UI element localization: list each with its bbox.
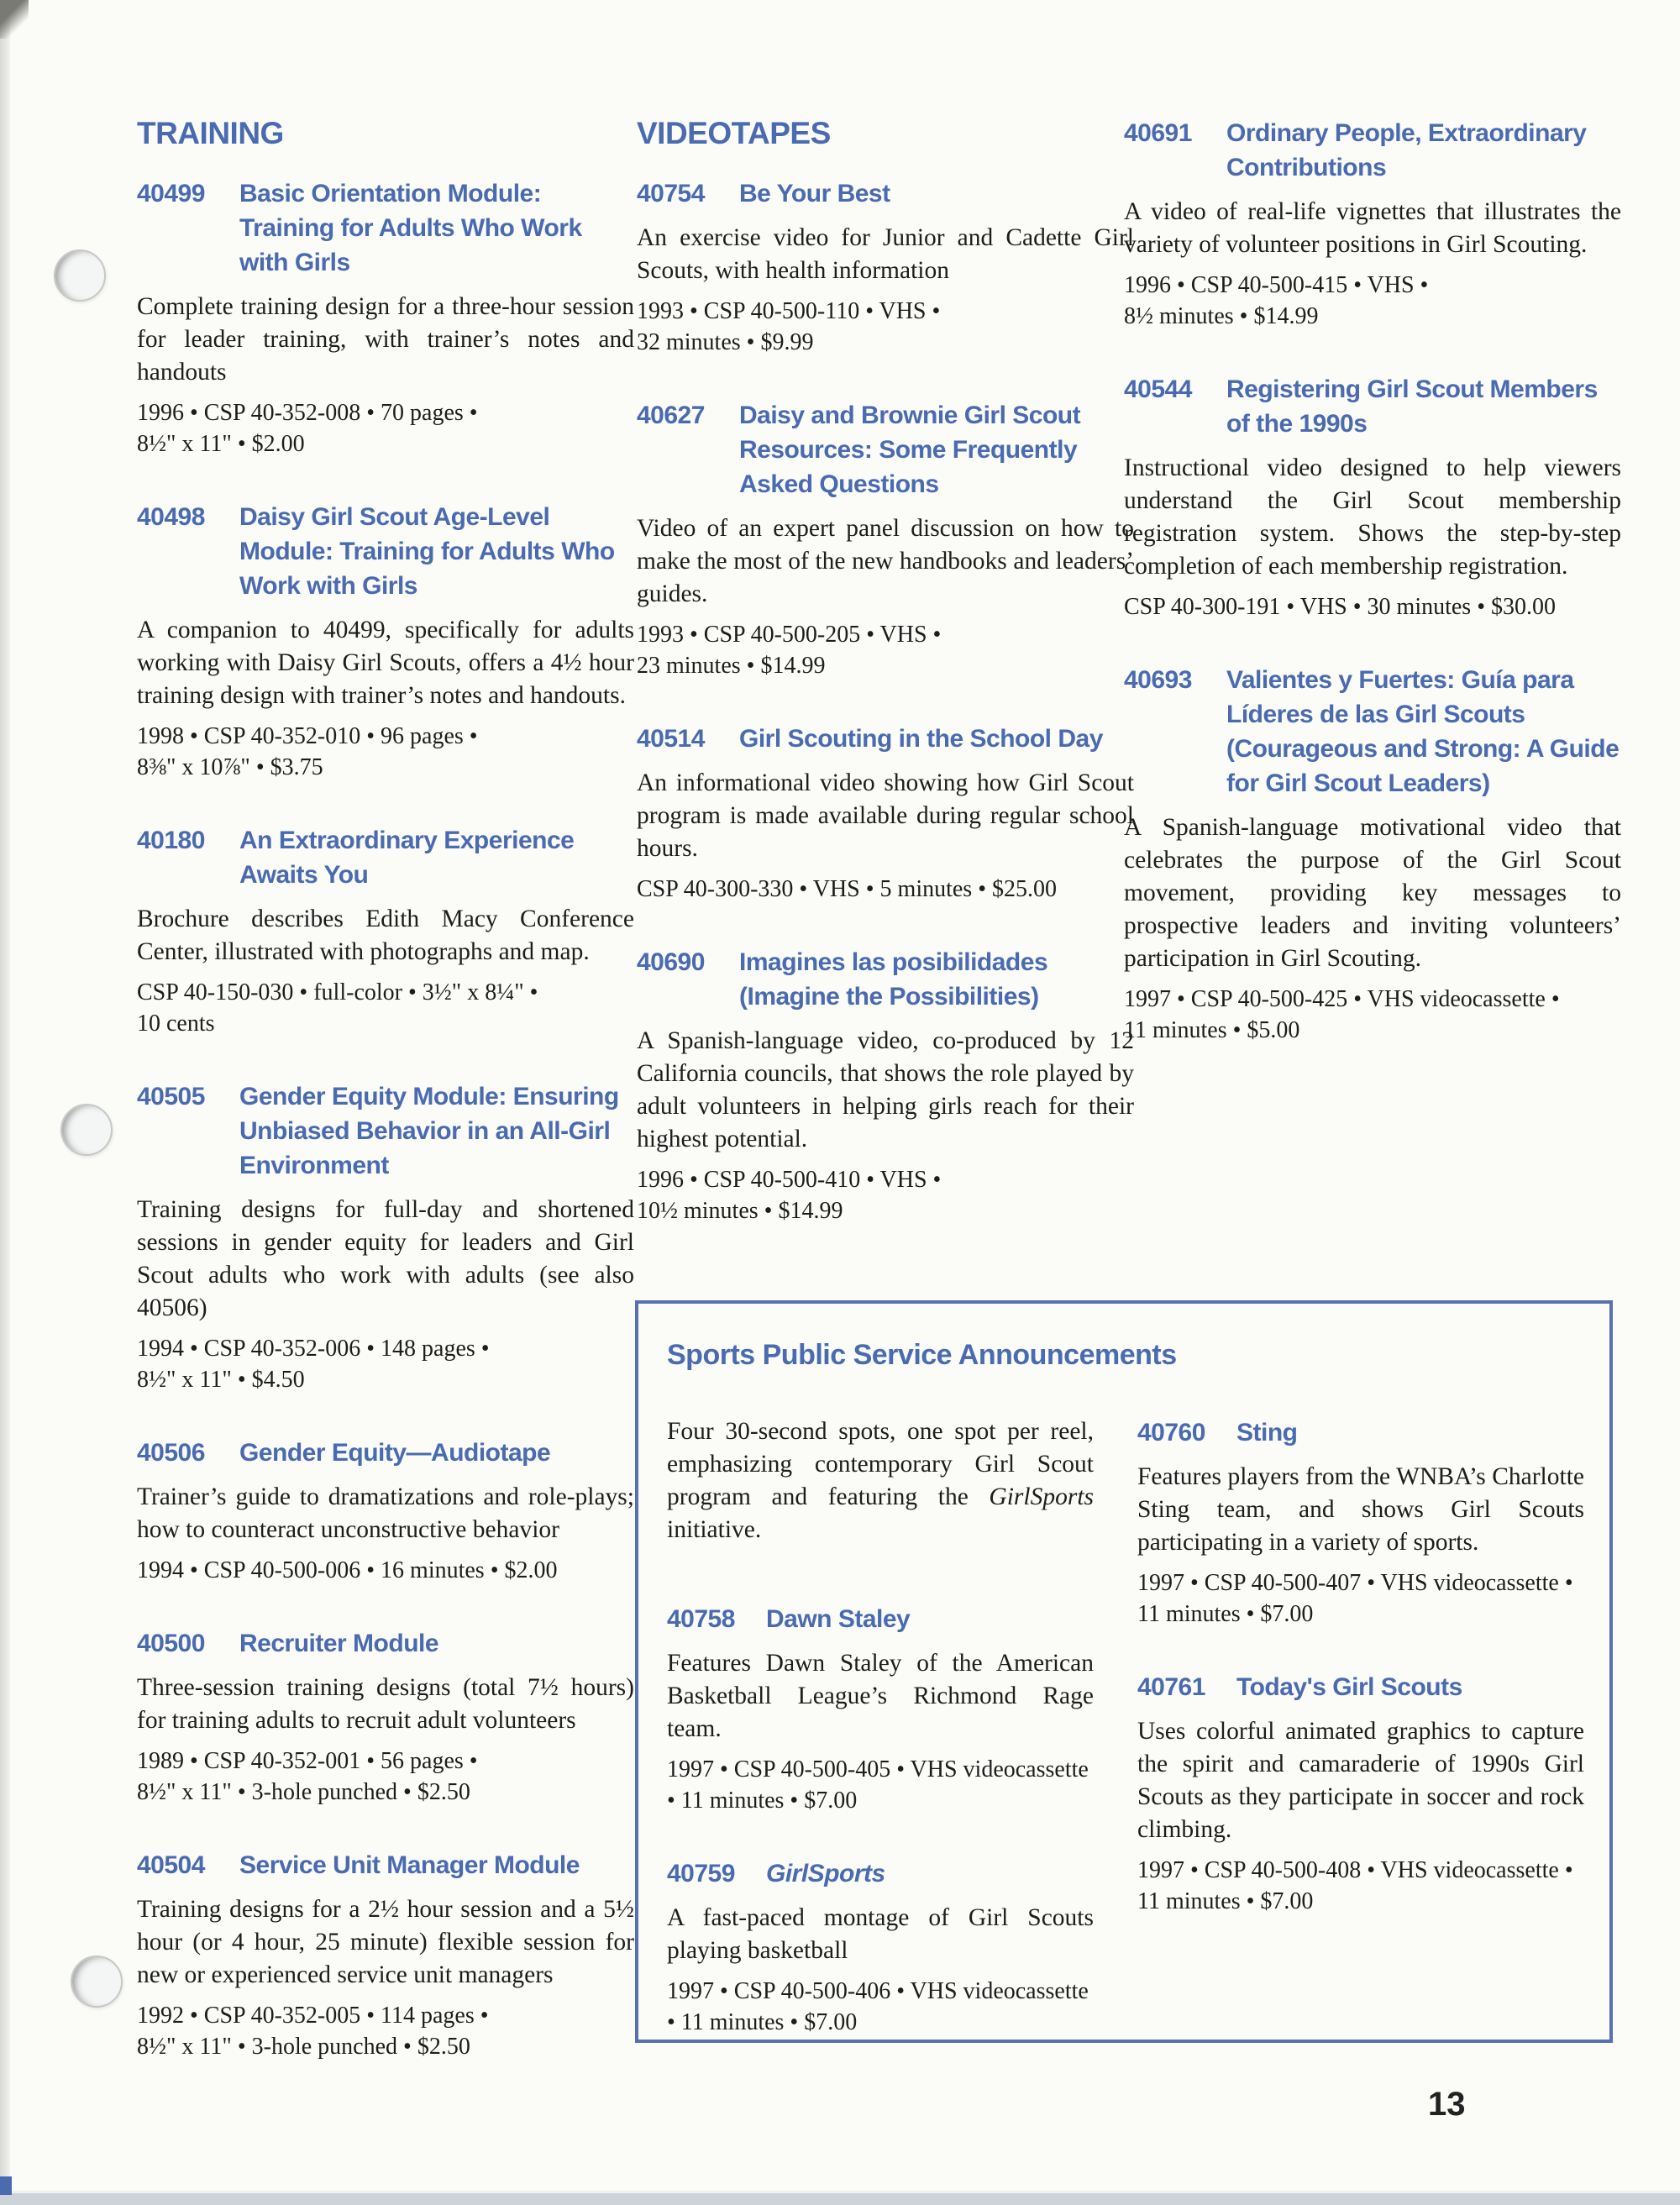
item-number: 40514 xyxy=(637,725,705,753)
item-description: An exercise video for Junior and Cadette Girl Scouts, with health information xyxy=(637,224,1134,284)
column-right xyxy=(1124,116,1621,1086)
item-title: Be Your Best xyxy=(739,180,890,207)
catalog-item-40760 xyxy=(1137,1415,1584,1630)
item-number: 40754 xyxy=(637,180,705,207)
item-spec-line: 1992 • CSP 40-352-005 • 114 pages • xyxy=(137,2003,489,2029)
item-specs xyxy=(1137,1855,1584,1917)
item-spec-line: CSP 40-150-030 • full-color • 3½" x 8¼" • xyxy=(137,979,538,1005)
item-specs xyxy=(1137,1567,1584,1630)
item-description: Training designs for a 2½ hour session and a 5½ hour (or 4 hour, 25 minute) flexible session for new or experienced service unit managers xyxy=(137,1896,634,1988)
item-title: Daisy Girl Scout Age-Level Module: Training for Adults Who Work with Girls xyxy=(239,503,615,600)
item-specs xyxy=(667,1976,1094,2038)
item-number: 40504 xyxy=(137,1851,205,1879)
item-spec-line: 1994 • CSP 40-352-006 • 148 pages • xyxy=(137,1336,490,1362)
item-description: Features Dawn Staley of the American Basketball League’s Richmond Rage team. xyxy=(667,1650,1094,1742)
item-spec-line: 1994 • CSP 40-500-006 • 16 minutes • $2.00 xyxy=(137,1557,558,1583)
item-specs xyxy=(637,1164,1134,1226)
binder-hole xyxy=(71,1956,123,2008)
item-specs xyxy=(137,2000,634,2062)
column-videotapes xyxy=(637,116,1134,1267)
item-title: Girl Scouting in the School Day xyxy=(739,725,1103,753)
item-specs xyxy=(1124,270,1621,332)
page-number: 13 xyxy=(1428,2086,1466,2123)
item-number: 40500 xyxy=(137,1630,205,1657)
item-title: Basic Orientation Module: Training for Adults Who Work with Girls xyxy=(239,180,582,276)
catalog-item-40759 xyxy=(667,1856,1094,2038)
item-title: Gender Equity—Audiotape xyxy=(239,1439,551,1467)
item-specs xyxy=(667,1754,1094,1816)
item-spec-line: 1997 • CSP 40-500-425 • VHS videocassette • xyxy=(1124,986,1560,1012)
sports-box-right-column xyxy=(1137,1415,1584,2078)
catalog-item-40499 xyxy=(137,176,634,459)
item-specs xyxy=(137,1555,634,1586)
catalog-item-40514 xyxy=(637,722,1134,905)
item-spec-line: 1997 • CSP 40-500-408 • VHS videocassette • xyxy=(1137,1857,1573,1883)
item-specs xyxy=(1124,591,1621,622)
binder-hole xyxy=(54,249,106,302)
item-spec-line: 10 cents xyxy=(137,1011,215,1037)
catalog-item-40691 xyxy=(1124,116,1621,332)
item-spec-line: 1993 • CSP 40-500-205 • VHS • xyxy=(637,622,942,648)
item-spec-line: 1993 • CSP 40-500-110 • VHS • xyxy=(637,298,941,324)
item-number: 40690 xyxy=(637,948,705,976)
item-number: 40761 xyxy=(1137,1673,1205,1701)
item-title: An Extraordinary Experience Awaits You xyxy=(239,827,575,889)
catalog-item-40758 xyxy=(667,1602,1094,1816)
item-specs xyxy=(137,977,634,1039)
catalog-item-40693 xyxy=(1124,663,1621,1046)
item-title: Gender Equity Module: Ensuring Unbiased Behavior in an All-Girl Environment xyxy=(239,1083,619,1179)
bottom-edge-strip xyxy=(0,2193,1680,2205)
item-title: Sting xyxy=(1236,1419,1298,1446)
sports-box-left-column xyxy=(667,1415,1094,2078)
item-spec-line: 10½ minutes • $14.99 xyxy=(637,1198,843,1224)
item-spec-line: 1996 • CSP 40-352-008 • 70 pages • xyxy=(137,400,478,426)
sports-psa-box xyxy=(635,1300,1613,2043)
item-title: Imagines las posibilidades (Imagine the Possibilities) xyxy=(739,948,1048,1011)
catalog-item-40544 xyxy=(1124,372,1621,622)
item-title: Daisy and Brownie Girl Scout Resources: Some Frequently Asked Questions xyxy=(739,402,1081,498)
section-heading-training: TRAINING xyxy=(137,116,284,150)
item-spec-line: CSP 40-300-330 • VHS • 5 minutes • $25.00 xyxy=(637,876,1058,902)
item-number: 40499 xyxy=(137,180,205,207)
item-specs xyxy=(137,1333,634,1395)
item-number: 40544 xyxy=(1124,375,1192,403)
item-number: 40759 xyxy=(667,1860,735,1887)
item-specs xyxy=(137,397,634,459)
catalog-item-40754 xyxy=(637,176,1134,358)
item-description: Brochure describes Edith Macy Conference Center, illustrated with photographs and map. xyxy=(137,906,634,965)
catalog-item-40761 xyxy=(1137,1670,1584,1917)
sports-box-heading: Sports Public Service Announcements xyxy=(667,1339,1177,1371)
girlsports-italic: GirlSports xyxy=(989,1483,1094,1510)
item-spec-line: 11 minutes • $7.00 xyxy=(1137,1888,1314,1914)
catalog-item-40506 xyxy=(137,1436,634,1586)
catalog-item-40690 xyxy=(637,945,1134,1226)
item-description: A Spanish-language video, co-produced by 12 California councils, that shows the role played by adult volunteers in helping girls reach for their highest potential. xyxy=(637,1027,1134,1152)
item-title: Registering Girl Scout Members of the 1990s xyxy=(1226,375,1598,438)
item-spec-line: 1997 • CSP 40-500-406 • VHS videocassette xyxy=(667,1978,1089,2004)
item-number: 40691 xyxy=(1124,119,1192,147)
bottom-blue-mark xyxy=(0,2176,12,2195)
item-specs xyxy=(637,619,1134,681)
item-description: Trainer’s guide to dramatizations and role-plays; how to counteract unconstructive behavior xyxy=(137,1483,634,1543)
item-specs xyxy=(1124,984,1621,1046)
sports-box-intro: Four 30-second spots, one spot per reel, emphasizing contemporary Girl Scout program and featuring the GirlSports initiative. xyxy=(667,1418,1094,1543)
item-number: 40760 xyxy=(1137,1419,1205,1446)
catalog-item-40498 xyxy=(137,500,634,783)
column-training xyxy=(137,116,634,2103)
catalog-item-40180 xyxy=(137,823,634,1039)
item-specs xyxy=(137,721,634,783)
catalog-item-40500 xyxy=(137,1626,634,1808)
item-spec-line: 32 minutes • $9.99 xyxy=(637,329,814,355)
item-spec-line: 1998 • CSP 40-352-010 • 96 pages • xyxy=(137,723,478,749)
item-specs xyxy=(137,1746,634,1808)
item-spec-line: 1997 • CSP 40-500-405 • VHS videocassette xyxy=(667,1756,1089,1782)
item-title: GirlSports xyxy=(766,1860,885,1887)
item-spec-line: 23 minutes • $14.99 xyxy=(637,653,826,679)
item-number: 40627 xyxy=(637,402,705,429)
item-spec-line: 1996 • CSP 40-500-410 • VHS • xyxy=(637,1167,942,1193)
item-spec-line: 8⅜" x 10⅞" • $3.75 xyxy=(137,754,323,780)
item-spec-line: • 11 minutes • $7.00 xyxy=(667,2009,858,2035)
item-number: 40180 xyxy=(137,827,205,854)
item-spec-line: 8½ minutes • $14.99 xyxy=(1124,303,1319,329)
item-description: Training designs for full-day and shortened sessions in gender equity for leaders and Girl Scout adults who work with adults (see also 40506) xyxy=(137,1196,634,1321)
item-description: A video of real-life vignettes that illustrates the variety of volunteer positions in Girl Scouting. xyxy=(1124,198,1621,258)
item-number: 40506 xyxy=(137,1439,205,1467)
item-title: Service Unit Manager Module xyxy=(239,1851,580,1879)
item-description: A Spanish-language motivational video that celebrates the purpose of the Girl Scout movement, providing key messages to prospective leaders and inviting volunteers’ participation in Girl Scouting. xyxy=(1124,814,1621,972)
item-number: 40758 xyxy=(667,1605,735,1633)
item-spec-line: 8½" x 11" • $2.00 xyxy=(137,431,305,457)
item-spec-line: 11 minutes • $5.00 xyxy=(1124,1017,1300,1043)
item-description: A fast-paced montage of Girl Scouts playing basketball xyxy=(667,1904,1094,1964)
item-description: A companion to 40499, specifically for adults working with Daisy Girl Scouts, offers a 4½ hour training design with trainer’s notes and handouts. xyxy=(137,617,634,709)
item-description: Instructional video designed to help viewers understand the Girl Scout membership registration system. Shows the step-by-step completion of each membership registration. xyxy=(1124,454,1621,580)
item-spec-line: 1989 • CSP 40-352-001 • 56 pages • xyxy=(137,1748,478,1774)
item-title: Ordinary People, Extraordinary Contributions xyxy=(1226,119,1587,181)
item-title: Recruiter Module xyxy=(239,1630,439,1657)
item-description: Video of an expert panel discussion on how to make the most of the new handbooks and leaders’ guides. xyxy=(637,515,1134,607)
item-number: 40505 xyxy=(137,1083,205,1110)
item-description: Complete training design for a three-hour session for leader training, with trainer’s notes and handouts xyxy=(137,293,634,386)
item-spec-line: 11 minutes • $7.00 xyxy=(1137,1601,1314,1627)
item-number: 40498 xyxy=(137,503,205,531)
catalog-item-40505 xyxy=(137,1079,634,1395)
item-specs xyxy=(637,874,1134,905)
item-spec-line: 8½" x 11" • $4.50 xyxy=(137,1367,305,1393)
item-spec-line: 8½" x 11" • 3-hole punched • $2.50 xyxy=(137,1779,470,1805)
item-description: An informational video showing how Girl Scout program is made available during regular school hours. xyxy=(637,769,1134,862)
item-spec-line: 8½" x 11" • 3-hole punched • $2.50 xyxy=(137,2034,470,2060)
catalog-item-40627 xyxy=(637,398,1134,681)
item-number: 40693 xyxy=(1124,666,1192,694)
item-spec-line: 1996 • CSP 40-500-415 • VHS • xyxy=(1124,272,1429,298)
item-title: Valientes y Fuertes: Guía para Líderes de las Girl Scouts (Courageous and Strong: A Guide for Girl Scout Leaders) xyxy=(1226,666,1620,797)
binder-hole xyxy=(60,1104,113,1156)
scan-corner-mark xyxy=(0,0,29,39)
item-spec-line: • 11 minutes • $7.00 xyxy=(667,1788,858,1814)
item-spec-line: CSP 40-300-191 • VHS • 30 minutes • $30.00 xyxy=(1124,594,1557,620)
item-description: Three-session training designs (total 7½ hours) for training adults to recruit adult volunteers xyxy=(137,1674,634,1734)
item-title: Today's Girl Scouts xyxy=(1236,1673,1462,1701)
section-heading-videotapes: VIDEOTAPES xyxy=(637,116,831,150)
item-spec-line: 1997 • CSP 40-500-407 • VHS videocassette • xyxy=(1137,1570,1573,1596)
item-description: Uses colorful animated graphics to capture the spirit and camaraderie of 1990s Girl Scouts as they participate in soccer and rock climbing. xyxy=(1137,1718,1584,1843)
item-description: Features players from the WNBA’s Charlotte Sting team, and shows Girl Scouts participating in a variety of sports. xyxy=(1137,1463,1584,1556)
item-title: Dawn Staley xyxy=(766,1605,911,1633)
catalog-item-40504 xyxy=(137,1848,634,2062)
item-specs xyxy=(637,296,1134,358)
scan-left-edge xyxy=(0,0,10,2205)
